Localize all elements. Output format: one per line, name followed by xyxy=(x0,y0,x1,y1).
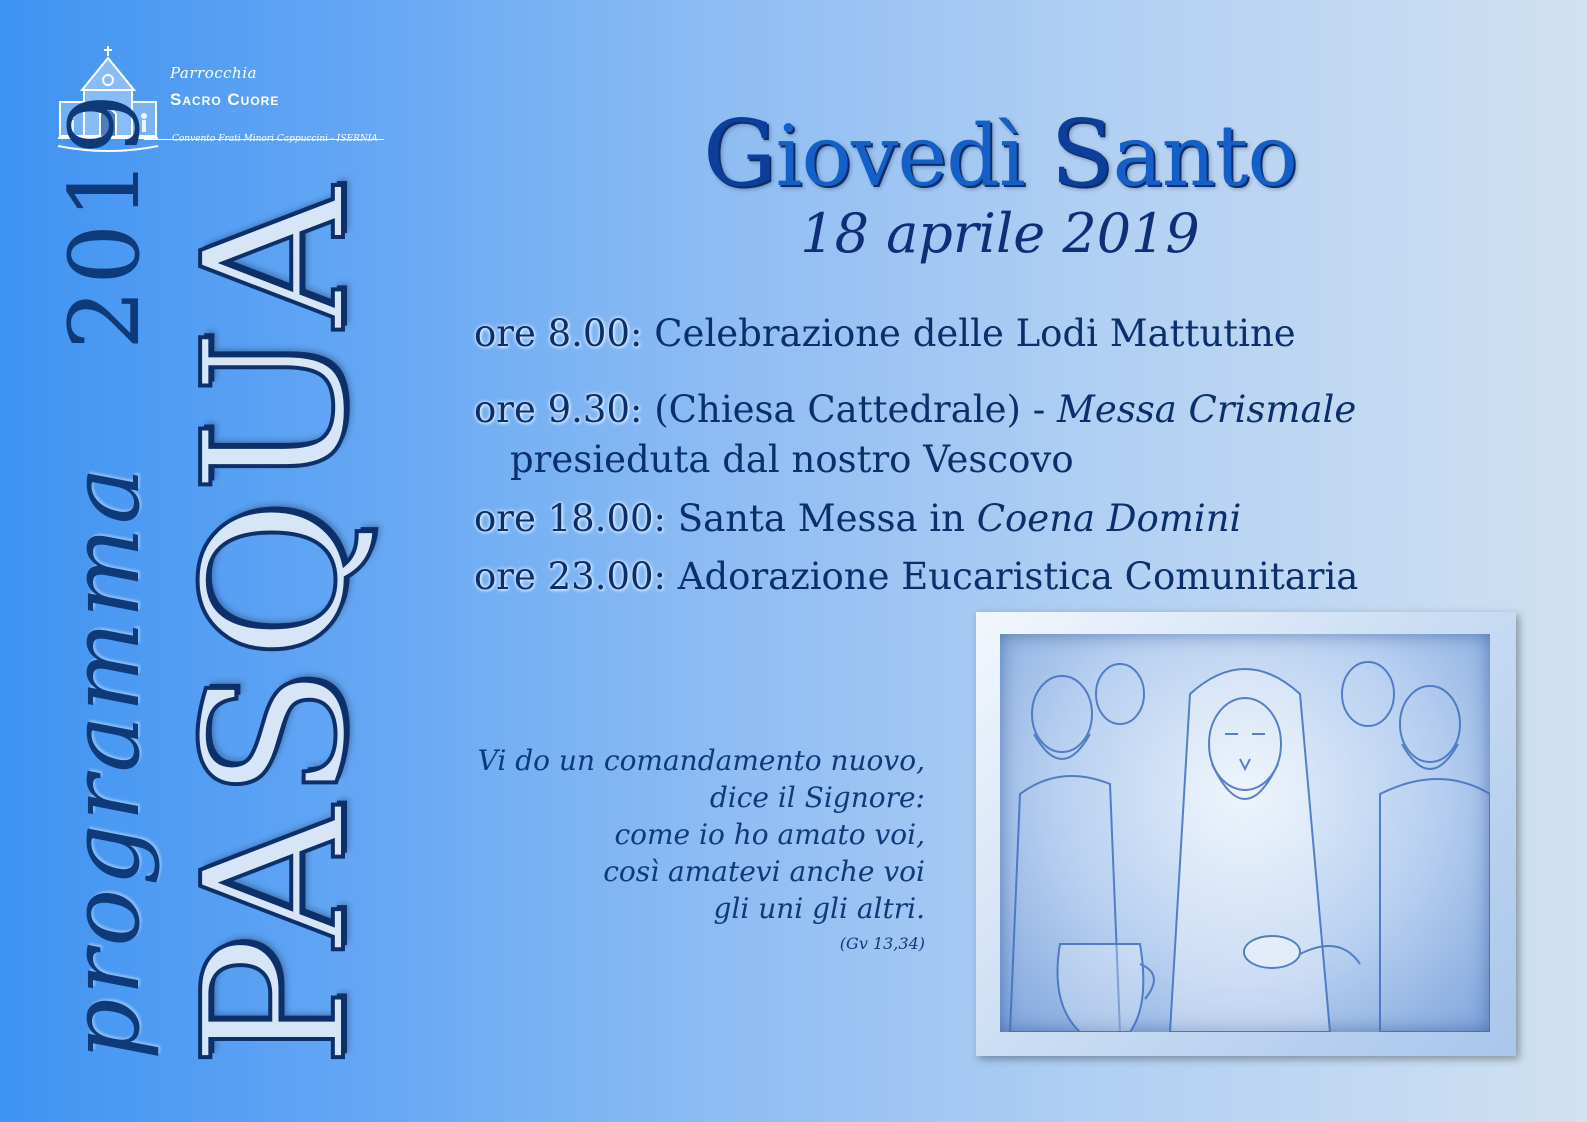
artwork-panel xyxy=(1000,634,1490,1032)
quote-line: come io ho amato voi, xyxy=(614,818,925,851)
schedule-text: Santa Messa in xyxy=(666,497,977,540)
day-title-rest-2: anto xyxy=(1112,107,1297,205)
schedule-time: ore 9.30: xyxy=(474,388,643,431)
parish-subtitle: Convento Frati Minori Cappuccini - ISERNIA xyxy=(172,134,378,144)
schedule-text-line2: presieduta dal nostro Vescovo xyxy=(510,438,1074,481)
schedule-text: (Chiesa Cattedrale) - xyxy=(642,388,1057,431)
day-title-rest-1: iovedì xyxy=(775,107,1051,205)
quote-reference: (Gv 13,34) xyxy=(839,934,925,953)
event-date: 18 aprile 2019 xyxy=(800,202,1200,265)
quote-line: dice il Signore: xyxy=(709,781,925,814)
schedule-time: ore 8.00: xyxy=(474,312,643,355)
quote-line: così amatevi anche voi xyxy=(603,855,925,888)
quote-line: Vi do un comandamento nuovo, xyxy=(477,744,925,777)
quote-line: gli uni gli altri. xyxy=(713,892,925,925)
schedule-time: ore 18.00: xyxy=(474,497,667,540)
schedule-item xyxy=(474,312,1296,355)
day-title xyxy=(610,100,1390,207)
schedule-item xyxy=(474,497,1241,540)
day-title-cap-2: S xyxy=(1050,100,1113,207)
schedule-item xyxy=(474,388,1356,431)
parish-name: Sacro Cuore xyxy=(170,90,280,109)
parish-script-label: Parrocchia xyxy=(170,64,257,82)
schedule-time: ore 23.00: xyxy=(474,555,667,598)
year-label: 2019 xyxy=(49,89,161,350)
artwork-frame xyxy=(976,612,1516,1056)
day-title-cap-1: G xyxy=(703,100,776,207)
schedule-item xyxy=(474,555,1358,598)
bible-quote xyxy=(440,742,925,927)
schedule-text: Adorazione Eucaristica Comunitaria xyxy=(666,555,1359,598)
last-supper-illustration xyxy=(1000,634,1490,1032)
schedule-italic: Coena Domini xyxy=(976,497,1242,540)
schedule-text: Celebrazione delle Lodi Mattutine xyxy=(642,312,1296,355)
pasqua-title: PASQUA xyxy=(162,180,390,1068)
programma-label: programma xyxy=(49,463,161,1060)
schedule-italic: Messa Crismale xyxy=(1056,388,1357,431)
